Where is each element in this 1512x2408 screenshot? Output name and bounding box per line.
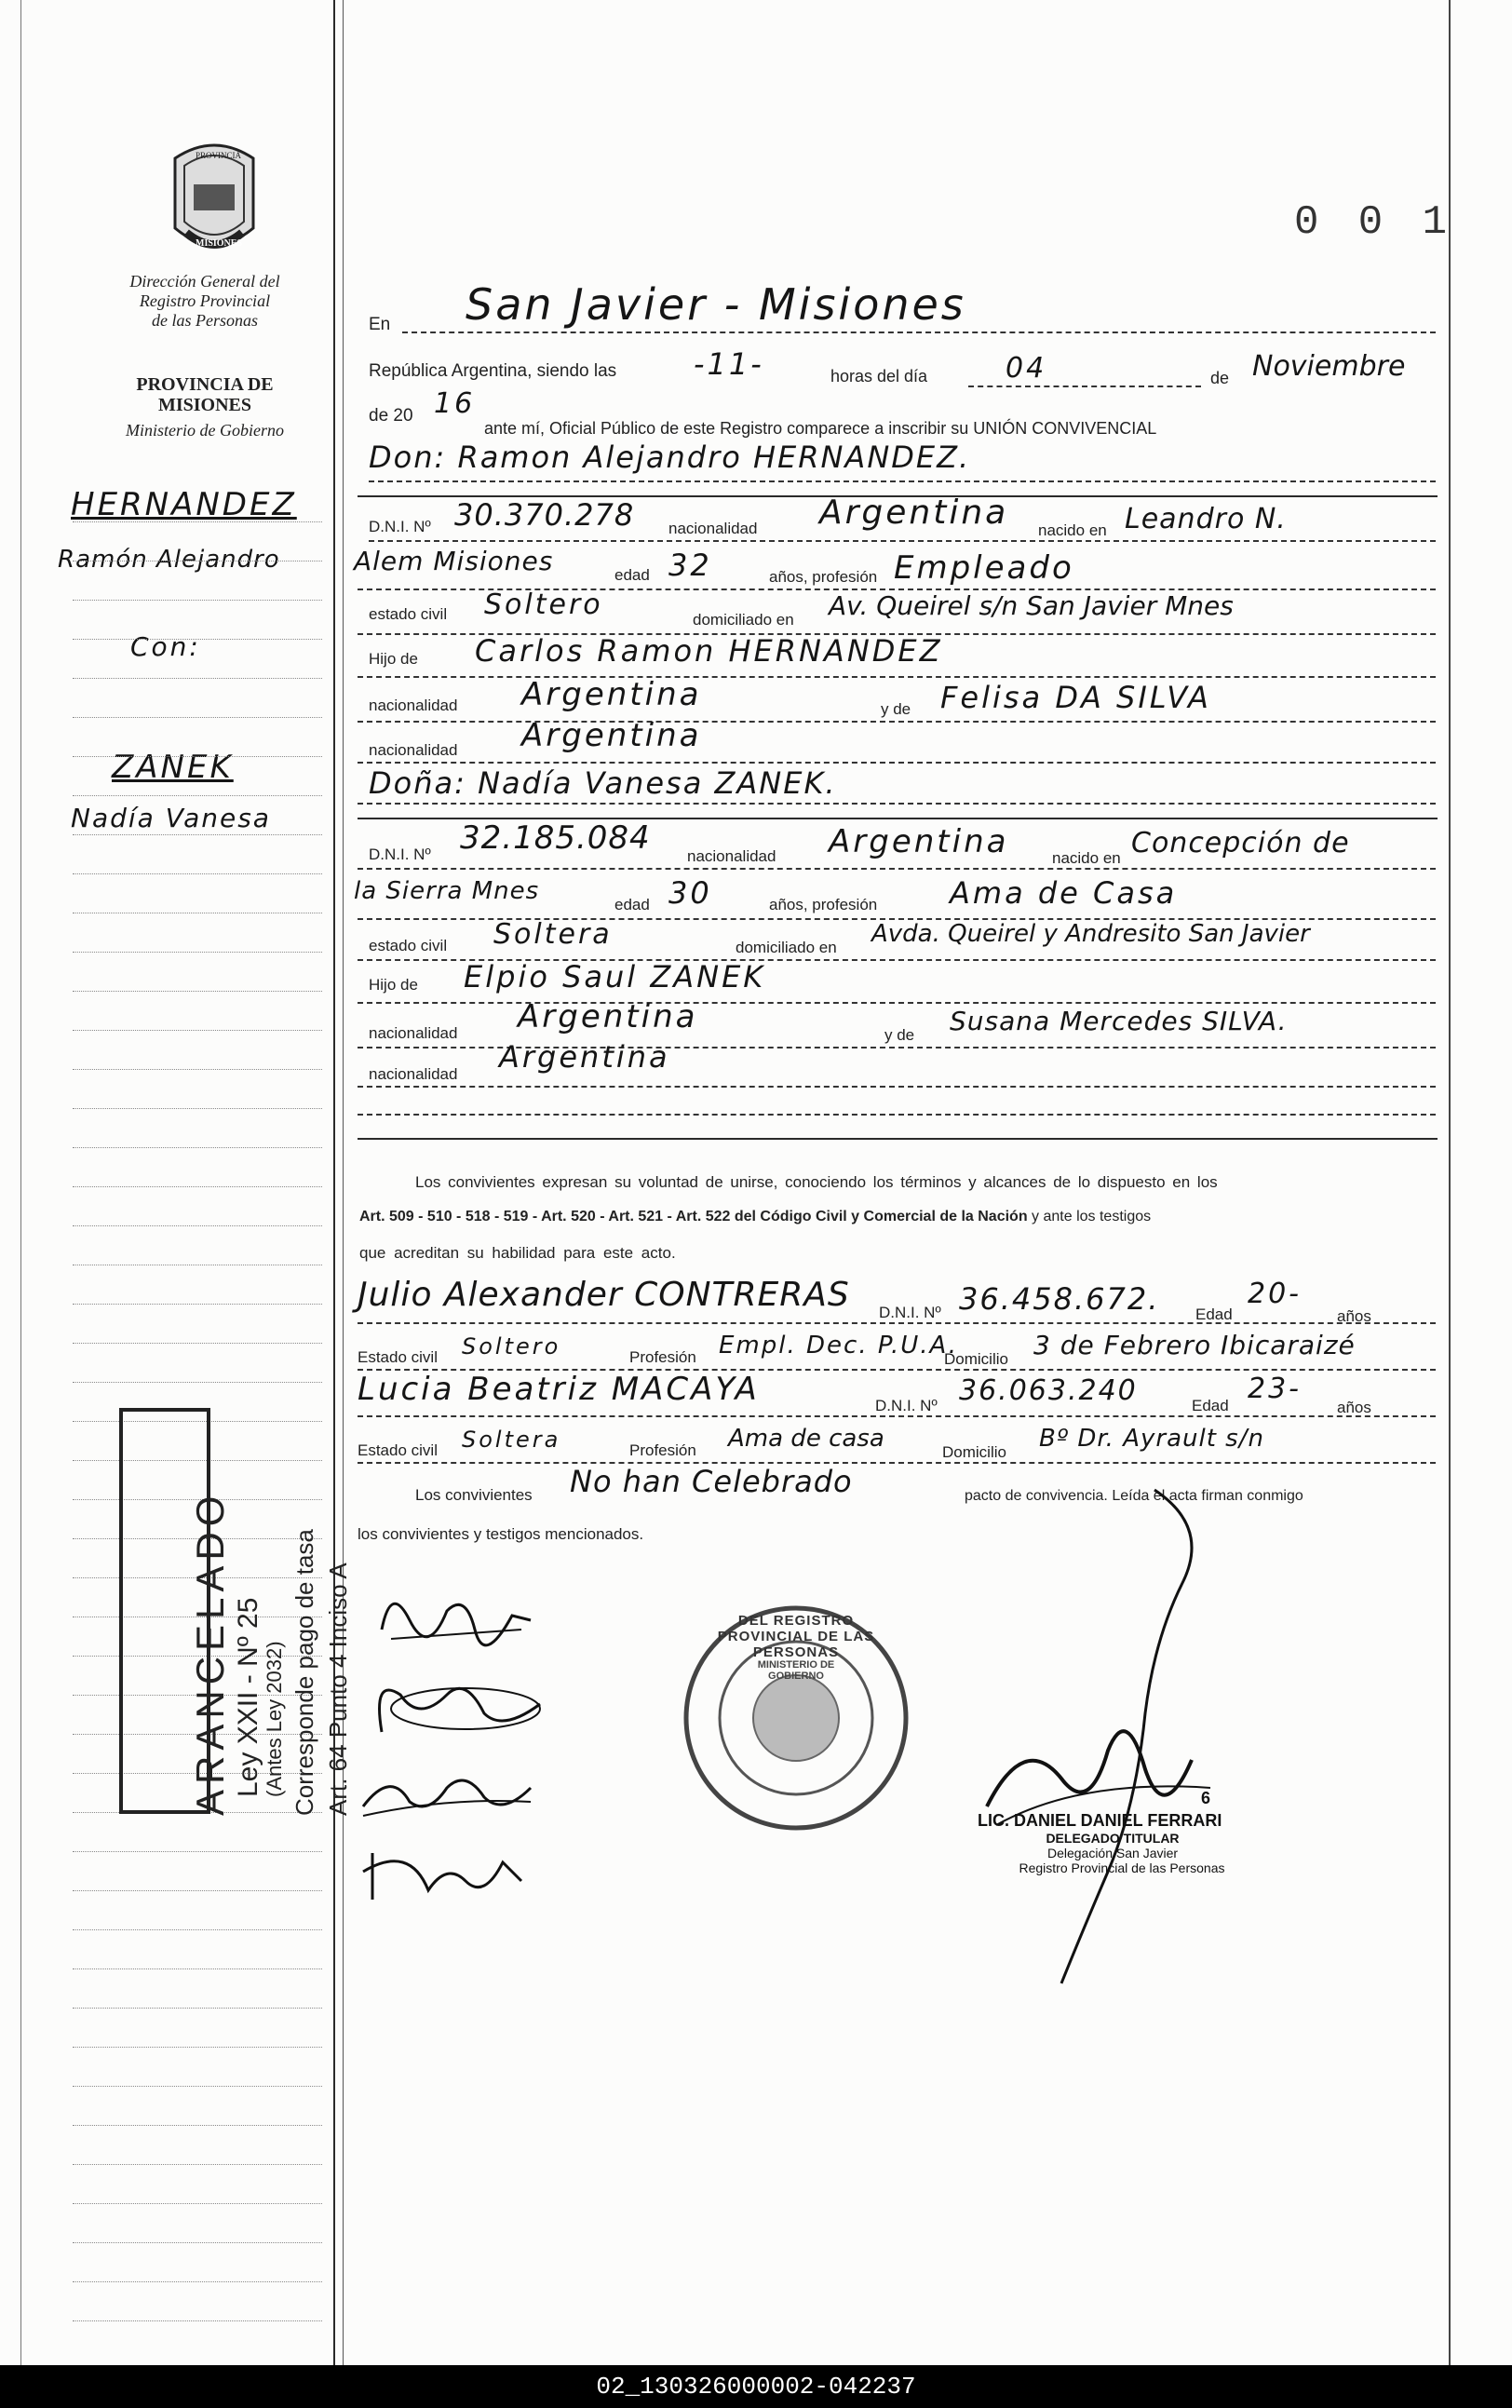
stamp-line-1: ARANCELADO	[188, 1490, 232, 1816]
official-name: LIC. DANIEL DANIEL FERRARI	[978, 1811, 1222, 1830]
w2-edad: 23-	[1248, 1373, 1302, 1405]
stamp-line-5: Art. 64 Punto 4 Inciso A	[324, 1562, 352, 1816]
p1-edad: 32	[668, 548, 712, 583]
p2-profesion: Ama de Casa	[950, 875, 1178, 911]
rule-p2-name	[358, 803, 1436, 805]
stamp-line-4: Corresponde pago de tasa	[290, 1529, 318, 1816]
p1-yde-label: y de	[881, 700, 911, 718]
ministry-heading: Ministerio de Gobierno	[126, 421, 284, 440]
margin-name-2: Nadía Vanesa	[71, 803, 271, 833]
official-registry: Registro Provincial de las Personas	[1019, 1860, 1225, 1875]
p2-hijo-label: Hijo de	[369, 976, 418, 994]
margin-divider-inner	[343, 0, 344, 2365]
w1-name: Julio Alexander CONTRERAS	[358, 1276, 850, 1314]
rule-p1-4	[358, 676, 1436, 678]
w2-dni: 36.063.240	[959, 1374, 1138, 1407]
round-seal-inner-text: MINISTERIO DE GOBIERNO	[757, 1659, 835, 1682]
p1-dni: 30.370.278	[454, 497, 635, 533]
label-horas-dia: horas del día	[830, 367, 928, 386]
margin-ruled-line	[73, 834, 322, 835]
w1-dni: 36.458.672.	[959, 1281, 1160, 1317]
p2-name-line: Doña: Nadía Vanesa ZANEK.	[369, 765, 837, 801]
w1-domicilio: 3 de Febrero Ibicaraizé	[1033, 1330, 1356, 1360]
rule-day	[968, 386, 1201, 387]
p1-birthplace-1: Leandro N.	[1125, 503, 1287, 535]
signature-4	[354, 1834, 540, 1918]
value-place: San Javier - Misiones	[466, 279, 966, 330]
signature-1	[372, 1574, 540, 1657]
margin-ruled-line	[73, 2164, 322, 2165]
p1-estado: Soltero	[484, 588, 603, 621]
value-first-name-line: Don: Ramon Alejandro HERNANDEZ.	[369, 440, 971, 475]
label-en: En	[369, 315, 391, 334]
p1-birthplace-2: Alem Misiones	[354, 546, 554, 576]
p2-nac-padre-label: nacionalidad	[369, 1024, 458, 1042]
p2-dni-label: D.N.I. Nº	[369, 846, 431, 863]
p2-domicilio: Avda. Queirel y Andresito San Javier	[871, 920, 1310, 948]
page-number: 0 0 1	[1294, 199, 1455, 246]
margin-ruled-line	[73, 1069, 322, 1070]
p2-estado-label: estado civil	[369, 937, 448, 954]
province-heading	[74, 374, 335, 415]
rule-p1-1	[369, 540, 1436, 542]
p1-profesion: Empleado	[894, 549, 1074, 587]
p1-nac-padre: Argentina	[521, 676, 702, 713]
w1-estado: Soltero	[462, 1333, 561, 1360]
margin-ruled-line	[73, 1225, 322, 1226]
p1-nac-madre-label: nacionalidad	[369, 741, 458, 759]
statement-line-1: Los convivientes expresan su voluntad de unirse, conociendo los términos y alcances de lo dispuesto en los	[415, 1173, 1218, 1191]
rule-first-name	[369, 480, 1436, 482]
margin-ruled-line	[73, 2320, 322, 2321]
w2-profesion-label: Profesión	[629, 1441, 696, 1459]
p1-nac-madre: Argentina	[521, 717, 702, 754]
margin-ruled-line	[73, 600, 322, 601]
rule-section-3	[358, 1138, 1438, 1140]
margin-ruled-line	[73, 952, 322, 953]
statement-line-2	[359, 1209, 1151, 1225]
closing-pacto: No han Celebrado	[570, 1464, 853, 1499]
label-de: de	[1210, 369, 1230, 387]
closing-line-2: los convivientes y testigos mencionados.	[358, 1525, 644, 1543]
margin-ruled-line	[73, 1186, 322, 1187]
label-de-20: de 20	[369, 406, 413, 426]
p2-domicilio-label: domiciliado en	[736, 939, 837, 956]
margin-ruled-line	[73, 2242, 322, 2243]
p1-estado-label: estado civil	[369, 605, 448, 623]
w1-edad: 20-	[1248, 1278, 1302, 1310]
closing-prefix: Los convivientes	[415, 1486, 533, 1504]
p1-nacionalidad-label: nacionalidad	[668, 520, 758, 537]
margin-ruled-line	[73, 1030, 322, 1031]
margin-ruled-line	[73, 1147, 322, 1148]
p2-madre: Susana Mercedes SILVA.	[950, 1006, 1288, 1036]
p1-domicilio-label: domiciliado en	[693, 611, 794, 629]
label-ante-mi: ante mí, Oficial Público de este Registro comparece a inscribir su UNIÓN CONVIVENCIAL	[484, 419, 1157, 438]
registry-round-seal	[680, 1602, 912, 1834]
agency-line-3: de las Personas	[152, 311, 258, 330]
w1-anos: años	[1337, 1307, 1371, 1325]
agency-line-2: Registro Provincial	[139, 291, 271, 310]
margin-ruled-line	[73, 795, 322, 796]
margin-ruled-line	[73, 2047, 322, 2048]
official-title: DELEGADO TITULAR	[1046, 1831, 1180, 1846]
p2-nac-madre-label: nacionalidad	[369, 1065, 458, 1083]
p1-nacido-label: nacido en	[1038, 521, 1107, 539]
p2-nacionalidad-label: nacionalidad	[687, 847, 776, 865]
margin-ruled-line	[73, 521, 322, 522]
rule-p2-6	[358, 1086, 1436, 1088]
w2-estado-label: Estado civil	[358, 1441, 438, 1459]
p2-estado: Soltera	[493, 918, 613, 951]
margin-surname-1: HERNANDEZ	[71, 486, 297, 523]
margin-ruled-line	[73, 2008, 322, 2009]
p2-dni: 32.185.084	[460, 819, 651, 857]
p2-birthplace-1: Concepción de	[1131, 827, 1350, 859]
p2-nac-madre: Argentina	[499, 1039, 670, 1075]
margin-ruled-line	[73, 873, 322, 874]
rule-w2-2	[358, 1462, 1436, 1464]
margin-ruled-line	[73, 991, 322, 992]
margin-ruled-line	[73, 1108, 322, 1109]
official-number: 6	[1201, 1789, 1211, 1807]
margin-ruled-line	[73, 678, 322, 679]
seal-bottom-text: MISIONES	[196, 238, 243, 249]
w1-edad-label: Edad	[1195, 1305, 1233, 1323]
p1-nacionalidad: Argentina	[819, 494, 1009, 532]
w2-profesion: Ama de casa	[728, 1425, 884, 1453]
document-footer-id: 02_130326000002-042237	[0, 2365, 1512, 2408]
margin-ruled-line	[73, 2125, 322, 2126]
p2-birthplace-2: la Sierra Mnes	[354, 877, 540, 905]
province-seal-logo	[158, 140, 270, 265]
w1-profesion: Empl. Dec. P.U.A.	[719, 1332, 959, 1360]
stamp-line-2: Ley XXII - Nº 25	[233, 1597, 263, 1797]
agency-line-1: Dirección General del	[129, 272, 280, 291]
province-line-2: MISIONES	[157, 395, 252, 415]
margin-ruled-line	[73, 2086, 322, 2087]
margin-ruled-line	[73, 717, 322, 718]
p2-anos-profesion: años, profesión	[769, 896, 878, 913]
rule-p2-1	[358, 868, 1436, 870]
margin-conj: Con:	[130, 631, 201, 662]
w2-domicilio-label: Domicilio	[942, 1443, 1006, 1461]
statement-testigos: y ante los testigos	[1032, 1209, 1152, 1224]
agency-heading	[74, 272, 335, 331]
margin-ruled-line	[73, 756, 322, 757]
margin-ruled-line	[73, 1929, 322, 1930]
w1-estado-label: Estado civil	[358, 1348, 438, 1366]
rule-p1-5	[358, 721, 1436, 723]
signature-2	[363, 1657, 549, 1751]
rule-place	[402, 331, 1436, 333]
closing-suffix: pacto de convivencia. Leída el acta firman conmigo	[965, 1488, 1303, 1504]
w2-anos: años	[1337, 1399, 1371, 1416]
left-page-edge	[20, 0, 21, 2365]
p2-yde-label: y de	[884, 1026, 915, 1044]
margin-ruled-line	[73, 2281, 322, 2282]
p1-dni-label: D.N.I. Nº	[369, 518, 431, 535]
margin-ruled-line	[73, 2203, 322, 2204]
p2-nacionalidad: Argentina	[829, 823, 1009, 860]
official-office: Delegación San Javier	[1046, 1846, 1179, 1860]
w2-edad-label: Edad	[1192, 1397, 1229, 1414]
margin-ruled-line	[73, 639, 322, 640]
p1-domicilio: Av. Queirel s/n San Javier Mnes	[829, 590, 1234, 621]
province-line-1: PROVINCIA DE	[136, 374, 274, 395]
w2-domicilio: Bº Dr. Ayrault s/n	[1039, 1425, 1264, 1453]
p2-edad-label: edad	[614, 896, 650, 913]
statement-articles: Art. 509 - 510 - 518 - 519 - Art. 520 - Art. 521 - Art. 522 del Código Civil y Comercial de la Nación	[359, 1209, 1028, 1224]
rule-w2-1	[358, 1415, 1436, 1417]
p1-anos-profesion: años, profesión	[769, 568, 878, 586]
w1-profesion-label: Profesión	[629, 1348, 696, 1366]
value-hour: -11-	[694, 346, 764, 382]
p1-madre: Felisa DA SILVA	[940, 680, 1211, 715]
official-signature	[968, 1471, 1248, 1993]
rule-w1-1	[358, 1322, 1436, 1324]
w1-dni-label: D.N.I. Nº	[879, 1304, 941, 1321]
p2-edad: 30	[668, 875, 712, 911]
p1-edad-label: edad	[614, 566, 650, 584]
label-republica: República Argentina, siendo las	[369, 361, 617, 381]
w1-domicilio-label: Domicilio	[944, 1350, 1008, 1368]
p2-padre: Elpio Saul ZANEK	[464, 959, 766, 994]
arancelado-stamp	[74, 1397, 352, 1818]
seal-top-text: PROVINCIA	[196, 151, 242, 160]
w2-estado: Soltera	[462, 1427, 561, 1453]
margin-ruled-line	[73, 1968, 322, 1969]
w2-name: Lucia Beatriz MACAYA	[358, 1371, 760, 1408]
w2-dni-label: D.N.I. Nº	[875, 1397, 938, 1414]
rule-p1-6	[358, 762, 1436, 764]
value-month: Noviembre	[1252, 350, 1406, 383]
stamp-line-3: (Antes Ley 2032)	[263, 1641, 286, 1797]
p1-nac-padre-label: nacionalidad	[369, 697, 458, 714]
p1-hijo-label: Hijo de	[369, 650, 418, 668]
round-seal-text: DEL REGISTRO PROVINCIAL DE LAS PERSONAS	[717, 1613, 875, 1660]
p2-nacido-label: nacido en	[1052, 849, 1121, 867]
rule-p2-7	[358, 1114, 1436, 1116]
margin-surname-2: ZANEK	[112, 749, 234, 786]
margin-divider	[333, 0, 335, 2365]
value-year: 16	[434, 387, 476, 420]
value-day: 04	[1006, 352, 1047, 385]
margin-name-1: Ramón Alejandro	[58, 546, 280, 574]
signature-3	[354, 1760, 540, 1834]
official-stamp	[978, 1789, 1285, 1875]
right-page-edge	[1449, 0, 1451, 2365]
p2-nac-padre: Argentina	[518, 998, 698, 1035]
p1-padre: Carlos Ramon HERNANDEZ	[475, 633, 943, 669]
statement-line-3: que acreditan su habilidad para este acto.	[359, 1244, 676, 1262]
